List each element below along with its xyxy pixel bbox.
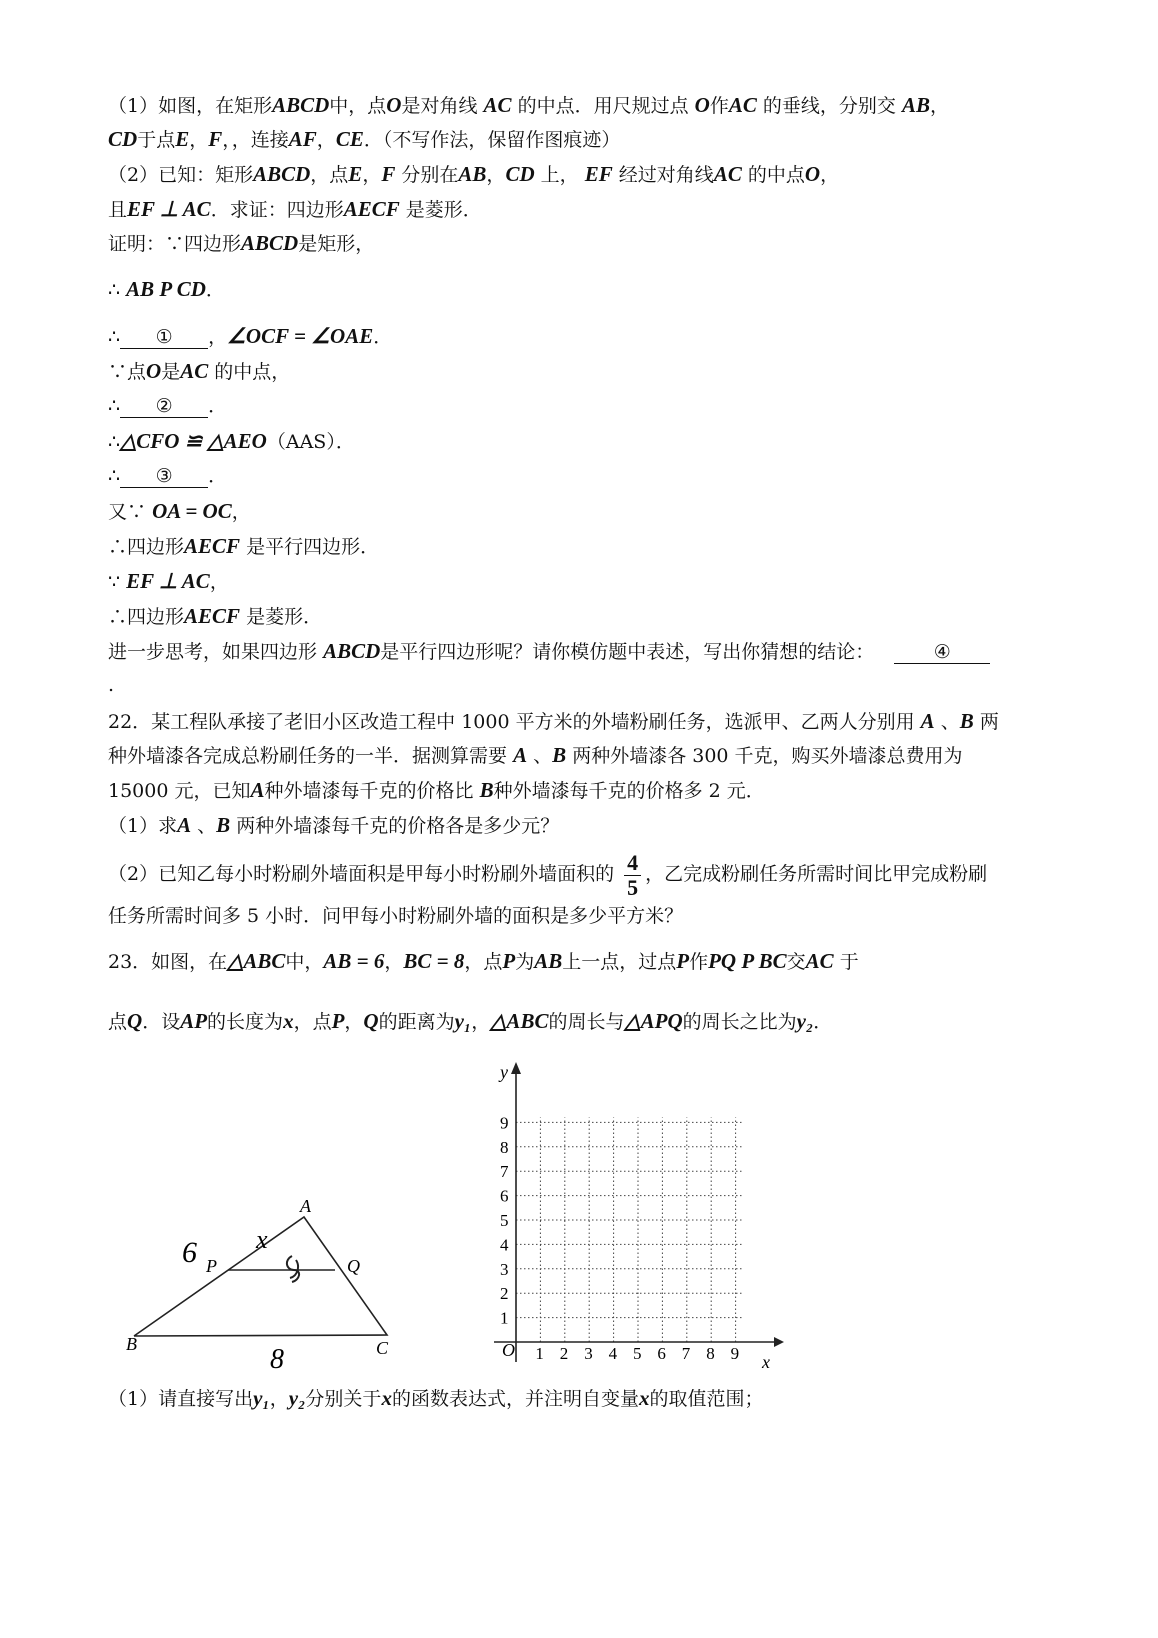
fraction-four-fifths: $\frac{4}{5}$ — [624, 851, 641, 900]
handwritten-6: 6 — [182, 1236, 197, 1269]
q21-step-perp: ∵ EF ⊥ AC， — [108, 569, 229, 593]
label-a: A — [300, 1196, 311, 1216]
q21-part2-line1: （2）已知：矩形ABCD，点E，F 分别在AB，CD 上， EF 经过对角线AC 的中点O， — [108, 162, 840, 186]
x-tick-label: 6 — [657, 1344, 666, 1363]
x-tick-label: 9 — [730, 1344, 740, 1363]
blank-2[interactable]: ② — [120, 395, 208, 418]
handwritten-8: 8 — [270, 1344, 284, 1375]
q21-part2-line2: 且EF ⊥ AC．求证：四边形AECF 是菱形． — [108, 197, 482, 221]
q21-step-oa-oc: 又∵ OA = OC， — [108, 499, 251, 523]
q23-line2: 点Q．设AP的长度为x，点P，Q的距离为y₁，△ABC的周长与△APQ的周长之比为y₂． — [108, 1009, 833, 1033]
x-tick-label: 4 — [608, 1344, 618, 1363]
x-tick-label: 2 — [559, 1344, 569, 1363]
x-tick-label: 5 — [633, 1344, 642, 1363]
y-tick-label: 6 — [500, 1186, 509, 1206]
x-tick-label: 1 — [535, 1344, 544, 1363]
q21-step-blank2: ∴ ② ． — [108, 395, 228, 417]
q21-step-midpoint: ∵点O是AC 的中点， — [108, 359, 291, 383]
label-q: Q — [347, 1256, 360, 1276]
q21-step-ab-parallel-cd: ∴ AB P CD． — [108, 277, 225, 301]
blank-4[interactable]: ④ — [894, 641, 990, 664]
grid-lines — [516, 1118, 743, 1342]
label-p: P — [206, 1256, 217, 1276]
q21-step-rhombus: ∴四边形AECF 是菱形． — [108, 604, 323, 628]
x-tick-label: 3 — [584, 1344, 593, 1363]
q21-step-congruent: ∴△CFO ≌ △AEO（AAS）． — [108, 429, 355, 453]
handwritten-x: x — [256, 1225, 268, 1254]
q23-question1: （1）请直接写出y₁，y₂分别关于x的函数表达式，并注明自变量x的取值范围； — [108, 1386, 764, 1410]
y-tick-label: 2 — [500, 1284, 509, 1304]
q22-line1: 22．某工程队承接了老旧小区改造工程中 1000 平方米的外墙粉刷任务，选派甲、乙两人分别用 A 、B 两 — [108, 709, 999, 733]
q21-trailing-dot: . — [108, 674, 115, 696]
q22-line2: 种外墙漆各完成总粉刷任务的一半．据测算需要 A 、B 两种外墙漆各 300 千克，购买外墙漆总费用为 — [108, 743, 963, 767]
q22-line3: 15000 元，已知A种外墙漆每千克的价格比 B种外墙漆每千克的价格多 2 元． — [108, 778, 765, 802]
q21-step-blank1: ∴ ① ，∠OCF = ∠OAE． — [108, 324, 393, 348]
y-tick-label: 7 — [500, 1162, 509, 1182]
x-axis-arrow — [774, 1337, 784, 1347]
handwritten-scribble — [287, 1256, 299, 1282]
y-tick-labels — [500, 1113, 509, 1327]
triangle-figure — [120, 1190, 420, 1380]
blank-1[interactable]: ① — [120, 326, 208, 349]
q21-proof-intro: 证明：∵四边形ABCD是矩形， — [108, 231, 375, 255]
q21-part1-line1: （1）如图，在矩形ABCD中，点O是对角线 AC 的中点．用尺规过点 O作AC 的垂线，分别交 AB， — [108, 93, 949, 117]
q21-step-parallelogram: ∴四边形AECF 是平行四边形． — [108, 534, 380, 558]
x-tick-labels — [535, 1344, 739, 1363]
coordinate-grid — [480, 1050, 800, 1380]
y-tick-label: 4 — [500, 1235, 509, 1255]
y-tick-label: 9 — [500, 1113, 509, 1133]
q21-step-blank3: ∴ ③ ． — [108, 465, 228, 487]
y-tick-label: 1 — [500, 1308, 509, 1328]
blank-3[interactable]: ③ — [120, 465, 208, 488]
label-b: B — [126, 1334, 137, 1354]
x-tick-label: 7 — [681, 1344, 691, 1363]
x-axis-label: x — [762, 1352, 770, 1372]
q22-question1: （1）求A 、B 两种外墙漆每千克的价格各是多少元？ — [108, 813, 560, 837]
q22-question2-line2: 任务所需时间多 5 小时．问甲每小时粉刷外墙的面积是多少平方米？ — [108, 905, 684, 927]
q21-part1-line2: CD于点E，F，，连接AF，CE．（不写作法，保留作图痕迹） — [108, 127, 621, 151]
y-tick-label: 5 — [500, 1211, 509, 1230]
label-c: C — [376, 1338, 389, 1358]
y-axis-label: y — [500, 1062, 508, 1082]
y-tick-label: 8 — [500, 1137, 509, 1157]
y-tick-label: 3 — [500, 1259, 509, 1279]
origin-label: O — [502, 1340, 515, 1360]
y-axis-arrow — [511, 1062, 521, 1074]
q22-question2-line1: （2）已知乙每小时粉刷外墙面积是甲每小时粉刷外墙面积的 $\frac{4}{5}$ ，乙完成粉刷任务所需时间比甲完成粉刷 — [108, 849, 988, 900]
q21-further-thinking: 进一步思考，如果四边形 ABCD是平行四边形呢？请你模仿题中表述，写出你猜想的结论： ④ — [108, 638, 990, 665]
q23-line1: 23．如图，在△ABC中，AB = 6，BC = 8，点P为AB上一点，过点P作PQ P BC交AC 于 — [108, 949, 859, 973]
x-tick-label: 8 — [706, 1344, 715, 1363]
